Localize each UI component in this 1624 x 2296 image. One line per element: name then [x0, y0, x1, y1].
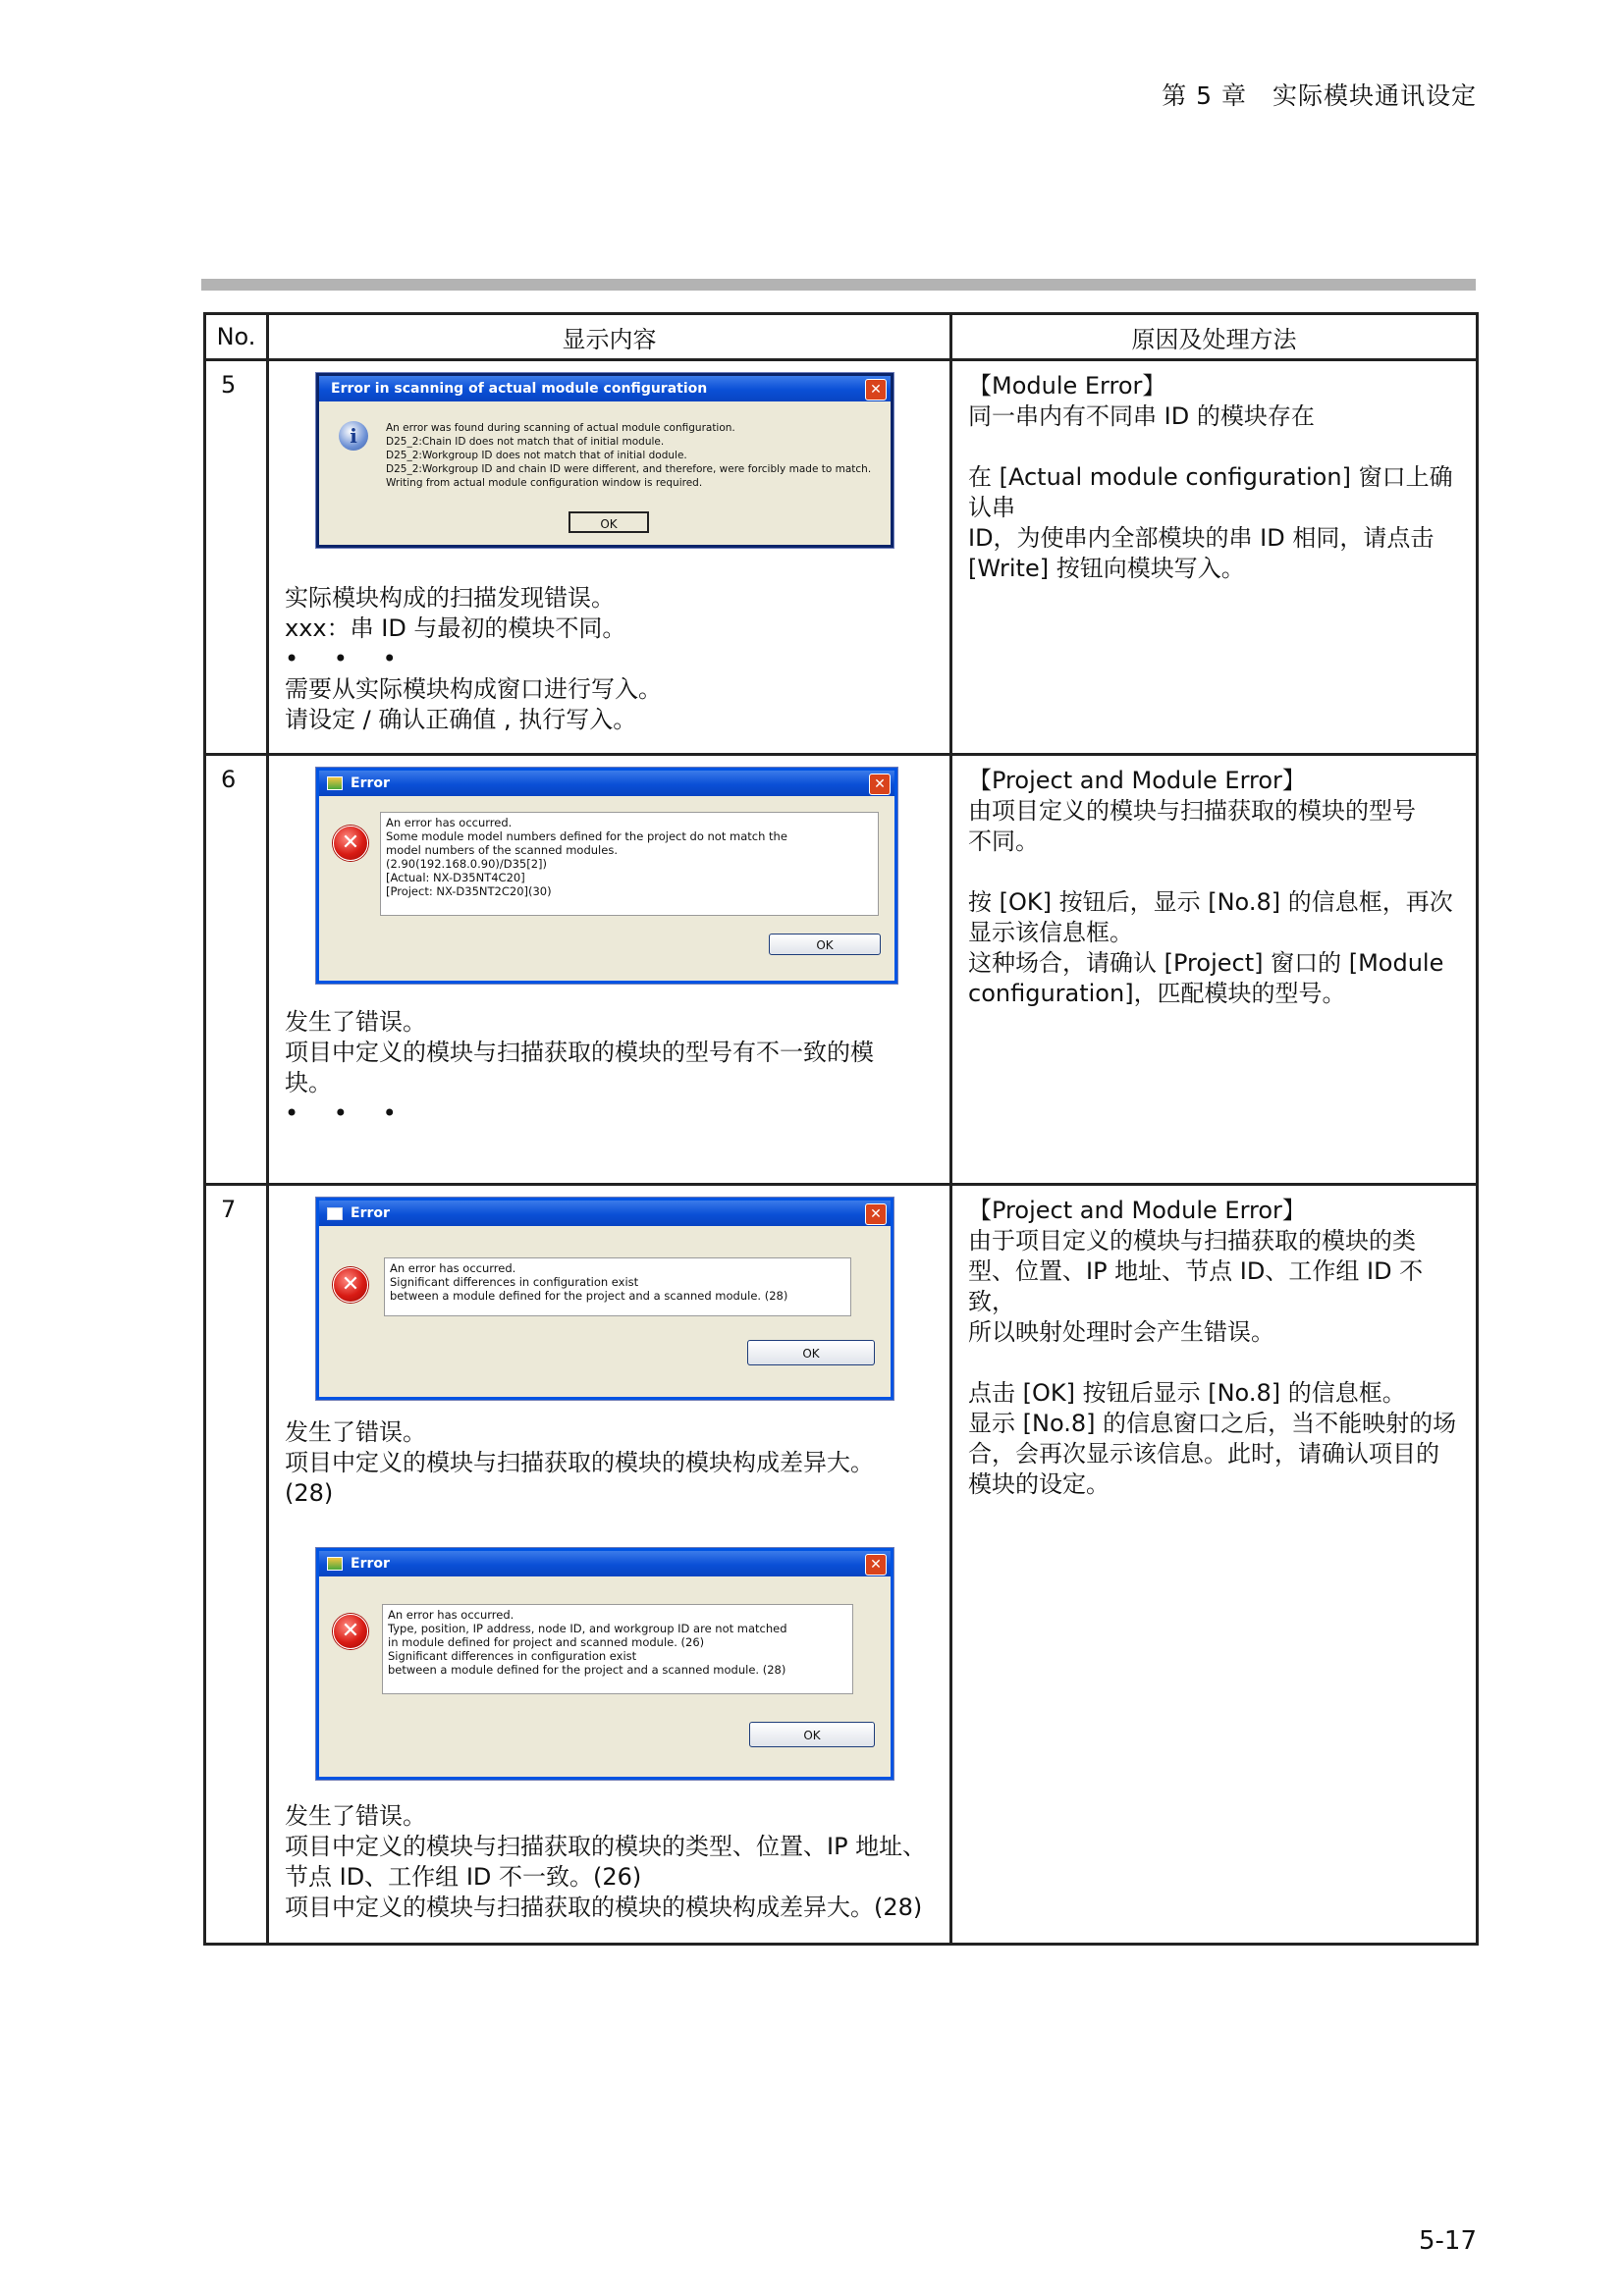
display-description: (28) — [285, 1479, 334, 1507]
display-description: 发生了错误。 — [285, 1418, 426, 1446]
table-row — [205, 1185, 1478, 1945]
dialog-body — [319, 401, 891, 545]
app-icon — [327, 776, 343, 790]
message-line: An error has occurred. — [390, 1261, 516, 1275]
cause-text: 由于项目定义的模块与扫描获取的模块的类 — [968, 1227, 1416, 1255]
header-cause: 原因及处理方法 — [951, 314, 1478, 360]
message-line: between a module defined for the project and a scanned module. (28) — [388, 1663, 786, 1677]
dialog-titlebar — [319, 1551, 891, 1576]
window-icon — [327, 1207, 343, 1220]
message-line: Some module model numbers defined for the project do not match the — [386, 829, 787, 843]
header-no: No. — [205, 314, 268, 360]
dialog-title: Error in scanning of actual module configuration — [331, 381, 708, 397]
row-number: 7 — [205, 1185, 268, 1945]
cause-text: 所以映射处理时会产生错误。 — [968, 1318, 1274, 1346]
message-line: D25_2:Workgroup ID and chain ID were different, and therefore, were forcibly made to match. — [386, 463, 872, 475]
message-line: model numbers of the scanned modules. — [386, 843, 618, 857]
error-dialog — [316, 768, 897, 984]
row-number: 6 — [205, 755, 268, 1185]
table-row — [205, 360, 1478, 755]
cause-text: [Write] 按钮向模块写入。 — [968, 555, 1245, 582]
dialog-body — [319, 796, 894, 981]
app-icon — [327, 1557, 343, 1571]
display-cell — [268, 755, 951, 1185]
display-description: 项目中定义的模块与扫描获取的模块的模块构成差异大。 — [285, 1449, 874, 1476]
display-description: 发生了错误。 — [285, 1802, 426, 1830]
message-line: An error has occurred. — [388, 1608, 514, 1622]
display-description: 需要从实际模块构成窗口进行写入。 — [285, 675, 662, 703]
dialog-title: Error — [351, 1205, 390, 1221]
message-line: D25_2:Chain ID does not match that of initial module. — [386, 436, 665, 448]
cause-text: 由项目定义的模块与扫描获取的模块的型号 — [968, 797, 1416, 825]
cause-text: 显示该信息框。 — [968, 919, 1133, 946]
message-line: An error was found during scanning of actual module configuration. — [386, 422, 735, 434]
page-number: 5-17 — [1418, 2226, 1477, 2256]
message-line: Significant differences in configuration exist — [390, 1275, 639, 1289]
cause-title: 【Project and Module Error】 — [968, 1197, 1306, 1224]
cause-text: 模块的设定。 — [968, 1470, 1110, 1498]
cause-title: 【Module Error】 — [968, 372, 1166, 400]
ok-button[interactable]: OK — [769, 934, 881, 955]
cause-text: 显示 [No.8] 的信息窗口之后，当不能映射的场 — [968, 1410, 1457, 1437]
display-description: 项目中定义的模块与扫描获取的模块的型号有不一致的模 — [285, 1039, 874, 1066]
ok-button[interactable]: OK — [749, 1722, 875, 1747]
ellipsis-dots: • • • — [285, 1099, 410, 1127]
dialog-message — [384, 1257, 851, 1316]
dialog-title: Error — [351, 1556, 390, 1572]
dialog-titlebar — [319, 771, 894, 796]
error-icon: ✕ — [333, 826, 368, 861]
dialog-body — [319, 1576, 891, 1777]
close-icon[interactable]: ✕ — [865, 379, 887, 400]
message-line: Type, position, IP address, node ID, and workgroup ID are not matched — [388, 1622, 787, 1635]
message-line: between a module defined for the project and a scanned module. (28) — [390, 1289, 788, 1303]
cause-text: 按 [OK] 按钮后，显示 [No.8] 的信息框，再次 — [968, 888, 1453, 916]
message-line: Writing from actual module configuration window is required. — [386, 477, 703, 489]
display-description: 项目中定义的模块与扫描获取的模块的模块构成差异大。(28) — [285, 1894, 923, 1921]
cause-cell — [951, 360, 1478, 755]
error-dialog — [316, 1548, 893, 1780]
header-display: 显示内容 — [268, 314, 951, 360]
cause-text: 同一串内有不同串 ID 的模块存在 — [968, 402, 1315, 430]
close-icon[interactable]: ✕ — [865, 1203, 887, 1225]
cause-text: 点击 [OK] 按钮后显示 [No.8] 的信息框。 — [968, 1379, 1406, 1407]
ok-button[interactable]: OK — [747, 1340, 875, 1365]
display-cell — [268, 1185, 951, 1945]
message-line: in module defined for project and scanned module. (26) — [388, 1635, 705, 1649]
cause-text: ID，为使串内全部模块的串 ID 相同，请点击 — [968, 524, 1435, 552]
dialog-titlebar — [319, 376, 891, 401]
display-cell — [268, 360, 951, 755]
table-header-row — [205, 314, 1478, 360]
close-icon[interactable]: ✕ — [869, 774, 891, 795]
chapter-header: 第 5 章 实际模块通讯设定 — [1162, 81, 1477, 110]
dialog-titlebar — [319, 1201, 891, 1226]
display-description: xxx：串 ID 与最初的模块不同。 — [285, 614, 626, 642]
display-description: 发生了错误。 — [285, 1008, 426, 1036]
display-description: 块。 — [285, 1069, 332, 1096]
cause-title: 【Project and Module Error】 — [968, 767, 1306, 794]
cause-text: 这种场合，请确认 [Project] 窗口的 [Module — [968, 949, 1444, 977]
error-dialog — [316, 1198, 893, 1400]
close-icon[interactable]: ✕ — [865, 1554, 887, 1575]
error-dialog — [316, 373, 893, 548]
message-line: [Project: NX-D35NT2C20](30) — [386, 884, 552, 898]
table-row — [205, 755, 1478, 1185]
dialog-body — [319, 1226, 891, 1397]
cause-text: configuration]，匹配模块的型号。 — [968, 980, 1346, 1007]
dialog-message — [386, 421, 887, 490]
top-divider-bar — [201, 279, 1476, 291]
error-table — [203, 312, 1479, 1946]
cause-cell — [951, 1185, 1478, 1945]
message-line: [Actual: NX-D35NT4C20] — [386, 871, 525, 884]
message-line: An error has occurred. — [386, 816, 513, 829]
error-icon: ✕ — [333, 1267, 368, 1303]
ellipsis-dots: • • • — [285, 645, 410, 672]
message-line: D25_2:Workgroup ID does not match that of initial dodule. — [386, 450, 687, 461]
cause-cell — [951, 755, 1478, 1185]
cause-text: 在 [Actual module configuration] 窗口上确认串 — [968, 463, 1453, 521]
cause-text: 合，会再次显示该信息。此时，请确认项目的 — [968, 1440, 1439, 1468]
display-description: 请设定 / 确认正确值 , 执行写入。 — [285, 706, 637, 733]
message-line: Significant differences in configuration exist — [388, 1649, 637, 1663]
dialog-message — [382, 1604, 853, 1694]
dialog-message — [380, 812, 879, 916]
display-description: 实际模块构成的扫描发现错误。 — [285, 584, 615, 612]
cause-text: 型、位置、IP 地址、节点 ID、工作组 ID 不致， — [968, 1257, 1424, 1315]
info-icon: i — [339, 421, 368, 451]
display-description: 节点 ID、工作组 ID 不一致。(26) — [285, 1863, 642, 1891]
message-line: (2.90(192.168.0.90)/D35[2]) — [386, 857, 548, 871]
dialog-title: Error — [351, 775, 390, 791]
cause-text: 不同。 — [968, 828, 1039, 855]
display-description: 项目中定义的模块与扫描获取的模块的类型、位置、IP 地址、 — [285, 1833, 927, 1860]
error-icon: ✕ — [333, 1614, 368, 1649]
ok-button[interactable]: OK — [568, 511, 649, 533]
row-number: 5 — [205, 360, 268, 755]
